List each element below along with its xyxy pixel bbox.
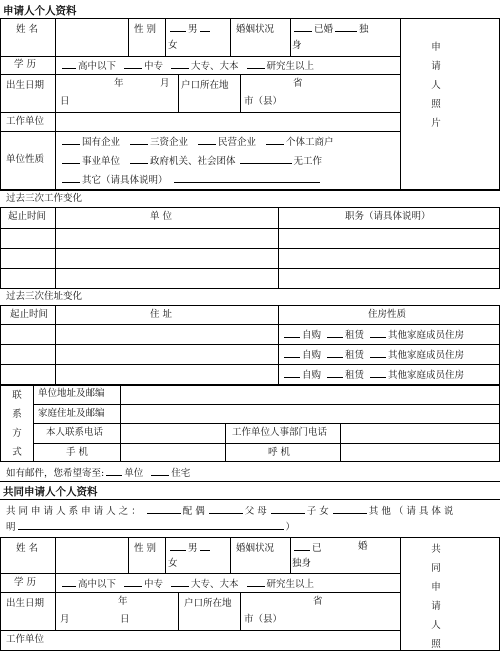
relation-options[interactable]: 共 同 申 请 人 系 申 请 人 之 ： 配 偶 父 母 子 女 其 他 （ 请 具 体 说 (6, 506, 454, 517)
birth-label: 出生日期 (6, 80, 45, 91)
co-birth-month[interactable]: 月 (60, 614, 70, 625)
address-history-title: 过去三次住址变化 (6, 291, 83, 302)
co-edu-label: 学 历 (14, 577, 37, 588)
marital-label: 婚姻状况 (236, 24, 275, 35)
marital-single-b: 身 (292, 40, 302, 51)
co-employer-label: 工作单位 (6, 634, 45, 645)
applicant-photo-box[interactable]: 申请人照片 (431, 42, 441, 129)
mobile-label: 手 机 (66, 447, 89, 458)
edu-options[interactable]: 高中以下 中专 大专、大本 研究生以上 (60, 59, 314, 73)
co-name-field[interactable] (56, 538, 128, 573)
co-hukou-label: 户口所在地 (184, 598, 232, 609)
work-history-title: 过去三次工作变化 (6, 193, 83, 204)
co-name-label: 姓 名 (16, 543, 39, 554)
co-gender-male-option[interactable]: 男 (168, 541, 212, 555)
employer-field[interactable] (56, 113, 400, 131)
hukou-province[interactable]: 省 (293, 78, 303, 89)
gender-label: 性 别 (134, 24, 157, 35)
addr-col-nature: 住房性质 (368, 309, 407, 320)
housing-options-1[interactable]: 自购 租赁 其他家庭成员住房 (282, 328, 464, 342)
nature-label: 单位性质 (6, 154, 45, 165)
addr-col-time: 起止时间 (10, 309, 49, 320)
birth-year[interactable]: 年 (114, 78, 124, 89)
work-col-unit: 单 位 (150, 211, 173, 222)
employer-label: 工作单位 (6, 116, 45, 127)
hukou-city[interactable]: 市（县） (244, 96, 283, 107)
gender-male-option[interactable]: 男 (168, 22, 212, 36)
name-label: 姓 名 (16, 24, 39, 35)
relation-other-detail[interactable]: 明 ） (6, 522, 296, 533)
marital-options[interactable]: 已婚 独 (292, 22, 369, 36)
work-history-rows[interactable] (1, 229, 499, 288)
nature-options-row1[interactable]: 国有企业 三资企业 民营企业 个体工商户 (60, 135, 334, 149)
co-gender-label: 性 别 (134, 543, 157, 554)
edu-label: 学 历 (14, 59, 37, 70)
birth-day[interactable]: 日 (60, 96, 70, 107)
work-col-position: 职务（请具体说明） (345, 211, 431, 222)
co-marital-single[interactable]: 独身 (292, 558, 312, 569)
home-address-label: 家庭住址及邮编 (38, 408, 105, 419)
contact-label: 联系方式 (12, 390, 22, 458)
co-applicant-photo-box[interactable]: 共同申请人照 (431, 544, 441, 650)
section2-title: 共同申请人个人资料 (3, 486, 98, 498)
name-field[interactable] (56, 19, 128, 56)
nature-other[interactable]: 其它（请具体说明） (60, 173, 322, 187)
mail-preference[interactable]: 如有邮件，您希望寄至: 单位 住宅 (6, 468, 191, 479)
pager-label: 呼 机 (268, 447, 291, 458)
birth-month[interactable]: 月 (160, 78, 170, 89)
self-phone-label: 本人联系电话 (46, 427, 104, 438)
co-birth-label: 出生日期 (6, 598, 45, 609)
nature-options-row2[interactable]: 事业单位 政府机关、社会团体 无工作 (60, 154, 322, 168)
co-marital-married-b: 婚 (358, 541, 368, 552)
co-hukou-province[interactable]: 省 (313, 596, 323, 607)
hukou-label: 户口所在地 (181, 80, 229, 91)
co-birth-day[interactable]: 日 (120, 614, 130, 625)
addr-col-addr: 住 址 (150, 309, 173, 320)
section1-title: 申请人个人资料 (3, 5, 77, 17)
work-col-time: 起止时间 (8, 211, 47, 222)
unit-address-label: 单位地址及邮编 (38, 388, 105, 399)
address-fields[interactable] (121, 386, 499, 423)
co-marital-label: 婚姻状况 (236, 543, 275, 554)
co-birth-year[interactable]: 年 (118, 596, 128, 607)
co-employer-field[interactable] (56, 631, 400, 650)
housing-options-3[interactable]: 自购 租赁 其他家庭成员住房 (282, 368, 464, 382)
hr-phone-label: 工作单位人事部门电话 (232, 427, 328, 438)
housing-options-2[interactable]: 自购 租赁 其他家庭成员住房 (282, 348, 464, 362)
co-edu-options[interactable]: 高中以下 中专 大专、大本 研究生以上 (60, 577, 314, 591)
gender-female-option[interactable]: 女 (168, 40, 178, 51)
co-hukou-city[interactable]: 市（县） (244, 614, 283, 625)
co-gender-female-option[interactable]: 女 (168, 558, 178, 569)
co-marital-married[interactable]: 已 (292, 541, 322, 555)
